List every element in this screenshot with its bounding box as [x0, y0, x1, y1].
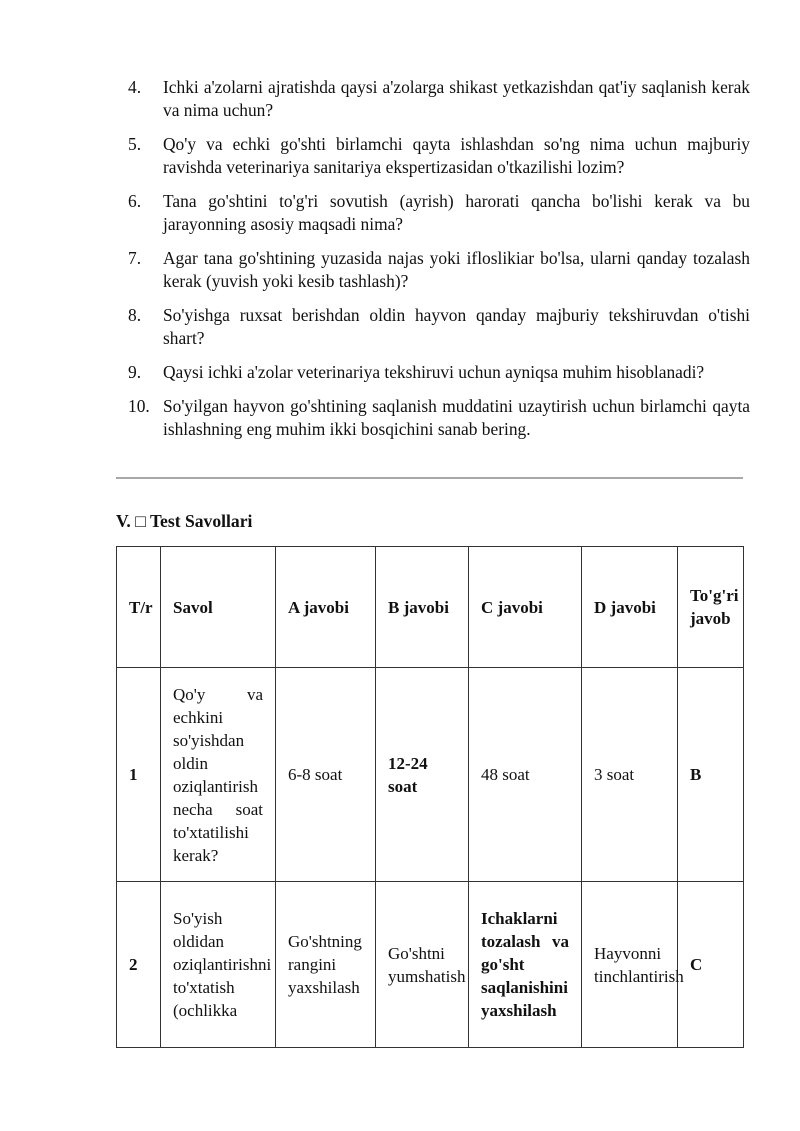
- question-text: So'yishga ruxsat berishdan oldin hayvon qanday majburiy tekshiruvdan o'tishi shart?: [163, 305, 750, 348]
- list-item: [128, 133, 750, 179]
- question-cell: Qo'y va echkini so'yishdan oldin oziqlantirish necha soat to'xtatilishi kerak?: [161, 668, 276, 882]
- answer-c-cell: Ichaklarni tozalash va go'sht saqlanishini yaxshilash: [469, 882, 582, 1048]
- table-row: [117, 882, 744, 1048]
- column-header: D javobi: [582, 547, 678, 668]
- column-header: T/r: [117, 547, 161, 668]
- row-number: 2: [117, 882, 161, 1048]
- answer-c-cell: 48 soat: [469, 668, 582, 882]
- list-item: [128, 304, 750, 350]
- question-number: 4.: [128, 77, 142, 97]
- column-header: Savol: [161, 547, 276, 668]
- table-row: [117, 668, 744, 882]
- column-header: A javobi: [276, 547, 376, 668]
- list-item: [128, 361, 750, 384]
- question-number: 8.: [128, 305, 142, 325]
- section-title: V. □ Test Savollari: [116, 511, 253, 531]
- row-number: 1: [117, 668, 161, 882]
- answer-d-cell: 3 soat: [582, 668, 678, 882]
- list-item: [128, 76, 750, 122]
- table-header-row: [117, 547, 744, 668]
- answer-b-cell: Go'shtni yumshatish: [376, 882, 469, 1048]
- question-cell: So'yish oldidan oziqlantirishni to'xtatish (ochlikka: [161, 882, 276, 1048]
- question-list: [128, 76, 750, 452]
- question-text: Qo'y va echki go'shti birlamchi qayta ishlashdan so'ng nima uchun majburiy ravishda veterinariya sanitariya ekspertizasidan o'tkazilishi lozim?: [163, 134, 750, 177]
- list-item: [128, 190, 750, 236]
- question-text: Qaysi ichki a'zolar veterinariya tekshiruvi uchun ayniqsa muhim hisoblanadi?: [163, 362, 705, 382]
- answer-a-cell: 6-8 soat: [276, 668, 376, 882]
- question-number: 10.: [128, 396, 150, 416]
- horizontal-divider: [116, 477, 743, 479]
- question-number: 5.: [128, 134, 142, 154]
- column-header: B javobi: [376, 547, 469, 668]
- question-text: Tana go'shtini to'g'ri sovutish (ayrish) harorati qancha bo'lishi kerak va bu jarayonning asosiy maqsadi nima?: [163, 191, 750, 234]
- question-text: Agar tana go'shtining yuzasida najas yoki ifloslikiar bo'lsa, ularni qanday tozalash kerak (yuvish yoki kesib tashlash)?: [163, 248, 750, 291]
- answer-a-cell: Go'shtning rangini yaxshilash: [276, 882, 376, 1048]
- answer-b-cell: 12-24 soat: [376, 668, 469, 882]
- list-item: [128, 395, 750, 441]
- question-number: 6.: [128, 191, 142, 211]
- list-item: [128, 247, 750, 293]
- answer-d-cell: Hayvonni tinchlantirish: [582, 882, 678, 1048]
- correct-answer-cell: C: [678, 882, 744, 1048]
- question-number: 7.: [128, 248, 142, 268]
- column-header: To'g'ri javob: [678, 547, 744, 668]
- correct-answer-cell: B: [678, 668, 744, 882]
- column-header: C javobi: [469, 547, 582, 668]
- test-table: [116, 546, 744, 1048]
- question-text: Ichki a'zolarni ajratishda qaysi a'zolarga shikast yetkazishdan qat'iy saqlanish kerak va nima uchun?: [163, 77, 750, 120]
- question-text: So'yilgan hayvon go'shtining saqlanish muddatini uzaytirish uchun birlamchi qayta ishlashning eng muhim ikki bosqichini sanab bering.: [163, 396, 750, 439]
- question-number: 9.: [128, 362, 142, 382]
